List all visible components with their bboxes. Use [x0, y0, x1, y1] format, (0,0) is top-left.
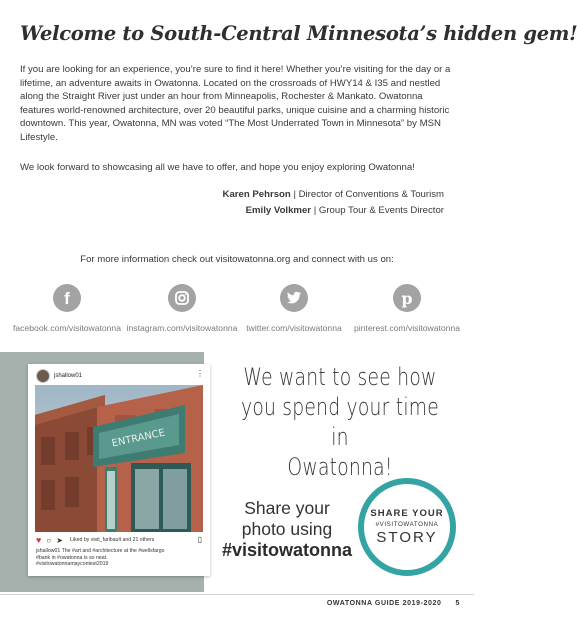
badge-line-3: STORY	[376, 529, 438, 546]
social-twitter[interactable]	[234, 284, 354, 333]
footer-divider	[0, 594, 474, 595]
footer-text	[327, 600, 460, 607]
cta-headline-line: We want to see how	[243, 363, 437, 391]
social-instagram[interactable]	[122, 284, 242, 333]
caption-line: jshallow01 The #art and #architecture at the #wellsfargo	[36, 548, 165, 554]
page-number: 5	[455, 600, 460, 607]
post-likes: Liked by visit_faribault and 21 others	[70, 537, 155, 543]
caption-line: #bank in #owatonna is so neat.	[36, 554, 108, 561]
share-story-badge	[358, 478, 456, 576]
signature-emily	[246, 205, 444, 216]
svg-text:f: f	[64, 289, 70, 308]
avatar	[36, 369, 50, 383]
share-line: photo using	[241, 519, 333, 539]
social-pinterest[interactable]	[347, 284, 467, 333]
signature-title: | Director of Conventions & Tourism	[290, 189, 444, 200]
svg-text:p: p	[401, 289, 413, 308]
badge-line-2: #VISITOWATONNA	[375, 521, 439, 528]
instagram-post-card	[28, 364, 210, 576]
signature-title: | Group Tour & Events Director	[311, 205, 444, 216]
pinterest-icon[interactable]	[393, 284, 421, 312]
share-prompt	[212, 498, 362, 561]
intro-paragraph: If you are looking for an experience, you’re sure to find it here! Whether you’re visiting for the day or a lifetime, an adventure awaits in Owatonna. Located on the crossroads of HWY14 & I35 and nestled along the Straight River just under an hour from Minneapolis, Rochester & Mankato. Owatonna features world-renowned architecture, over 20 beautiful parks, unique cuisine and a charming historic downtown. This year, Owatonna, MN was voted “The Most Underrated Town in Minnesota” by MSN Lifestyle.	[20, 64, 451, 143]
entrance-sign-text: ENTRANCE	[110, 427, 167, 450]
caption-line: #visitowatonnamaycontest2019	[36, 561, 109, 568]
share-line: Share your	[244, 498, 330, 518]
pinterest-handle[interactable]: pinterest.com/visitowatonna	[353, 323, 461, 333]
hashtag: #visitowatonna	[221, 540, 353, 560]
instagram-icon[interactable]	[168, 284, 196, 312]
share-icon[interactable]: ➤	[56, 535, 63, 545]
post-actions	[36, 536, 63, 545]
instagram-handle[interactable]: instagram.com/visitowatonna	[126, 323, 238, 333]
post-caption	[36, 548, 202, 568]
signature-name: Karen Pehrson	[222, 189, 291, 200]
guide-title: OWATONNA GUIDE 2019-2020	[326, 600, 442, 607]
bookmark-icon[interactable]: ▯	[197, 535, 202, 544]
facebook-handle[interactable]: facebook.com/visitowatonna	[13, 323, 121, 333]
page-footer	[0, 592, 474, 617]
signature-karen	[223, 189, 444, 200]
post-photo	[35, 385, 203, 532]
facebook-icon[interactable]	[53, 284, 81, 312]
heart-icon[interactable]: ♥	[36, 535, 42, 545]
page-title: Welcome to South-Central Minnesota’s hidden gem!	[20, 22, 577, 45]
more-options-icon: ⋮	[196, 369, 204, 378]
social-facebook[interactable]	[7, 284, 127, 333]
cta-headline-line: Owatonna!	[287, 453, 393, 481]
post-username: jshallow01	[54, 373, 83, 379]
more-info-text: For more information check out visitowatonna.org and connect with us on:	[80, 254, 394, 265]
cta-headline	[237, 362, 443, 482]
closing-paragraph: We look forward to showcasing all we have to offer, and hope you enjoy exploring Owatonna!	[20, 162, 415, 173]
badge-line-1: SHARE YOUR	[370, 508, 444, 519]
signature-name: Emily Volkmer	[245, 205, 312, 216]
post-header	[36, 369, 82, 383]
twitter-handle[interactable]: twitter.com/visitowatonna	[246, 323, 342, 333]
cta-headline-line: you spend your time in	[241, 393, 439, 451]
comment-icon[interactable]: ○	[46, 535, 52, 545]
twitter-icon[interactable]	[280, 284, 308, 312]
